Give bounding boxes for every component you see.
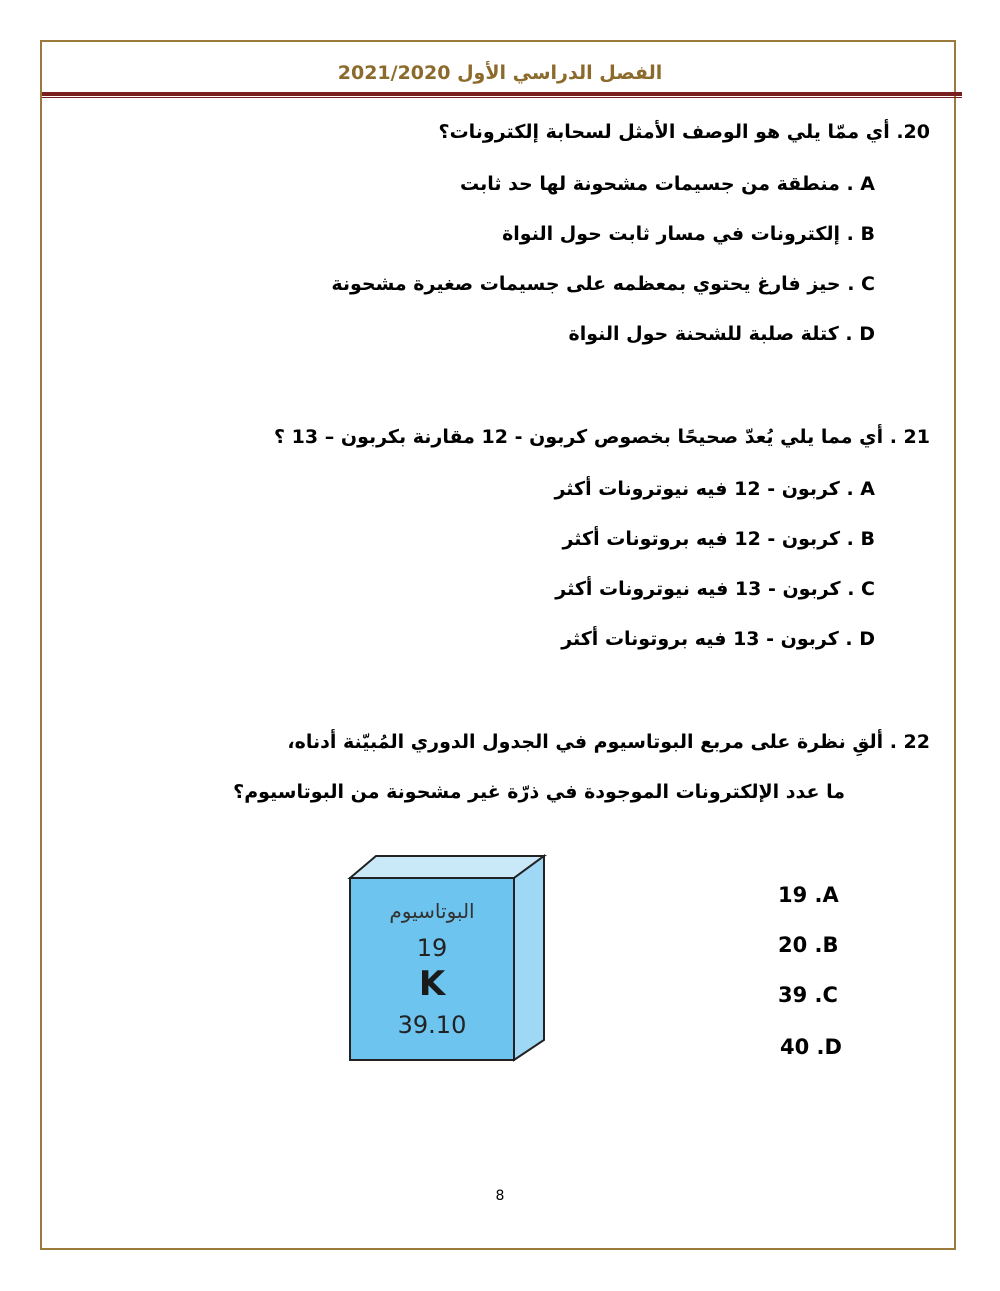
question-22-stem: 22 . ألقِ نظرة على مربع البوتاسيوم في الجدول الدوري المُبيّنة أدناه،: [287, 731, 930, 753]
q20-option-d: D . كتلة صلبة للشحنة حول النواة: [568, 323, 875, 345]
question-22-sub: ما عدد الإلكترونات الموجودة في ذرّة غير مشحونة من البوتاسيوم؟: [233, 781, 845, 803]
element-symbol: K: [418, 964, 446, 1004]
cube-side-face: [514, 856, 544, 1060]
q22-option-b: 20 .B: [778, 933, 839, 957]
header-rule: [42, 92, 962, 96]
element-name: البوتاسيوم: [389, 899, 475, 923]
q20-option-c: C . حيز فارغ يحتوي بمعظمه على جسيمات صغيرة مشحونة: [331, 273, 875, 295]
atomic-mass: 39.10: [397, 1011, 467, 1039]
element-cube-illustration: [340, 852, 550, 1064]
q22-option-d: 40 .D: [780, 1035, 842, 1059]
q21-option-c: C . كربون - 13 فيه نيوترونات أكثر: [555, 578, 875, 600]
q22-option-c: 39 .C: [778, 983, 838, 1007]
potassium-element-box: [340, 852, 550, 1064]
header-rule-thin: [42, 97, 962, 98]
q22-option-a: 19 .A: [778, 883, 839, 907]
q21-option-d: D . كربون - 13 فيه بروتونات أكثر: [561, 628, 875, 650]
q20-option-b: B . إلكترونات في مسار ثابت حول النواة: [502, 223, 875, 245]
q21-option-a: A . كربون - 12 فيه نيوترونات أكثر: [554, 478, 875, 500]
question-20-stem: 20. أي ممّا يلي هو الوصف الأمثل لسحابة إلكترونات؟: [438, 121, 930, 143]
page-number: 8: [495, 1188, 505, 1204]
q20-option-a: A . منطقة من جسيمات مشحونة لها حد ثابت: [459, 173, 875, 195]
q21-option-b: B . كربون - 12 فيه بروتونات أكثر: [562, 528, 875, 550]
atomic-number: 19: [416, 934, 448, 962]
cube-top-face: [350, 856, 544, 878]
header-title: الفصل الدراسي الأول 2021/2020: [337, 62, 663, 84]
question-21-stem: 21 . أي مما يلي يُعدّ صحيحًا بخصوص كربون - 12 مقارنة بكربون – 13 ؟: [274, 426, 930, 448]
